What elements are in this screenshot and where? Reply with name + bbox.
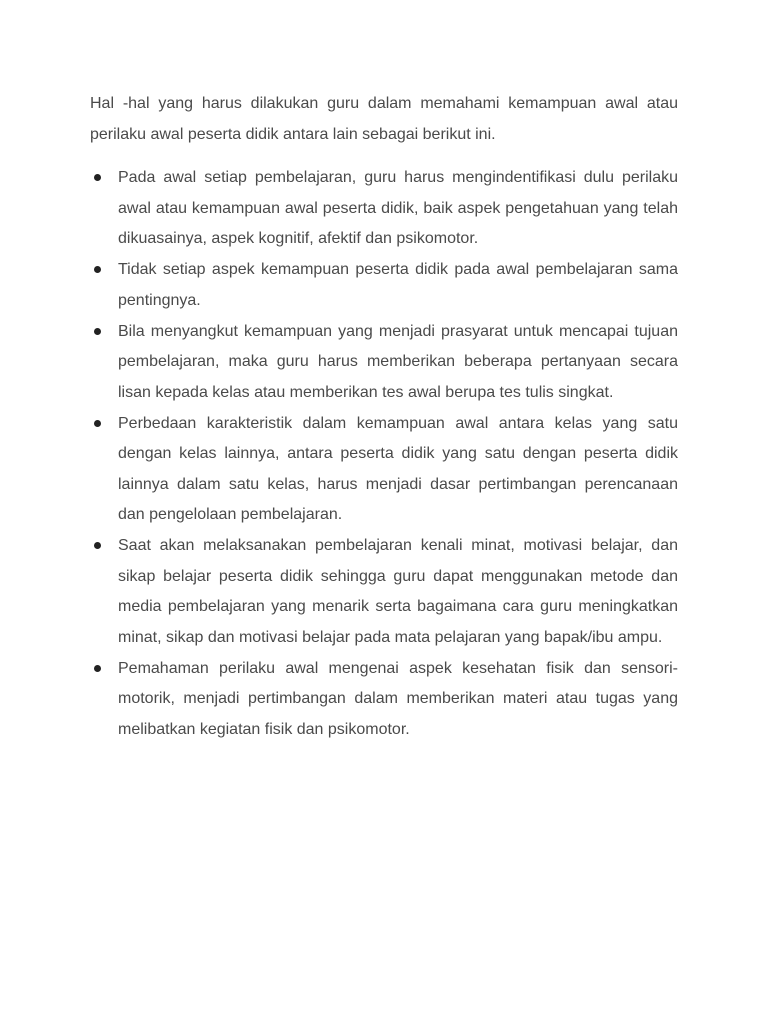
bullet-icon (94, 420, 101, 427)
list-item (90, 163, 678, 255)
bullet-icon (94, 266, 101, 273)
list-item (90, 409, 678, 531)
list-item (90, 255, 678, 316)
intro-paragraph: Hal -hal yang harus dilakukan guru dalam memahami kemampuan awal atau perilaku awal peserta didik antara lain sebagai berikut ini. (90, 95, 678, 143)
list-item-text: Tidak setiap aspek kemampuan peserta didik pada awal pembelajaran sama pentingnya. (118, 261, 678, 309)
document-page (90, 89, 678, 746)
list-item-text: Bila menyangkut kemampuan yang menjadi prasyarat untuk mencapai tujuan pembelajaran, maka guru harus memberikan beberapa pertanyaan secara lisan kepada kelas atau memberikan tes awal berupa tes tulis singkat. (118, 322, 678, 401)
bullet-icon (94, 542, 101, 549)
list-item-text: Pada awal setiap pembelajaran, guru harus mengindentifikasi dulu perilaku awal atau kemampuan awal peserta didik, baik aspek pengetahuan yang telah dikuasainya, aspek kognitif, afektif dan psikomotor. (118, 169, 678, 247)
list-item (90, 317, 678, 409)
bullet-list (90, 163, 678, 745)
bullet-icon (94, 174, 101, 181)
list-item (90, 531, 678, 653)
bullet-icon (94, 328, 101, 335)
list-item (90, 654, 678, 746)
list-item-text: Pemahaman perilaku awal mengenai aspek kesehatan fisik dan sensori-motorik, menjadi pertimbangan dalam memberikan materi atau tugas yang melibatkan kegiatan fisik dan psikomotor. (118, 659, 678, 738)
list-item-text: Perbedaan karakteristik dalam kemampuan awal antara kelas yang satu dengan kelas lainnya, antara peserta didik yang satu dengan peserta didik lainnya dalam satu kelas, harus menjadi dasar pertimbangan perencanaan dan pengelolaan pembelajaran. (118, 414, 678, 523)
bullet-icon (94, 665, 101, 672)
list-item-text: Saat akan melaksanakan pembelajaran kenali minat, motivasi belajar, dan sikap belajar peserta didik sehingga guru dapat menggunakan metode dan media pembelajaran yang menarik serta bagaimana cara guru meningkatkan minat, sikap dan motivasi belajar pada mata pelajaran yang bapak/ibu ampu. (118, 537, 678, 646)
